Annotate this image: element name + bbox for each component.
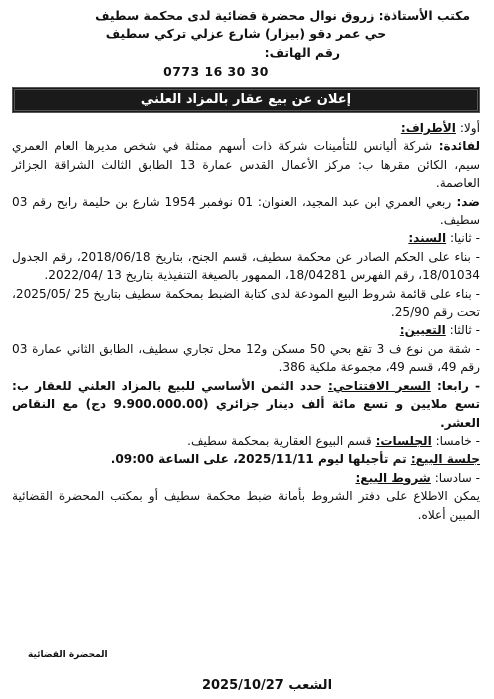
- price-paragraph: [12, 377, 480, 432]
- signature: المحضرة القضائية: [28, 650, 108, 660]
- designation-text: - شقة من نوع ف 3 تقع بحي 50 مسكن و12 محل تجاري سطيف، الطابق الثاني عمارة 03 رقم 49، قسم 49، مجموعة ملكية 386.: [12, 341, 481, 375]
- sale-session: [12, 450, 480, 468]
- party-defendant: [12, 193, 480, 230]
- sale-label: جلسة البيع:: [410, 452, 480, 467]
- section-title: الأطراف:: [400, 121, 456, 135]
- publication-date: الشعب 2025/10/27: [201, 678, 333, 693]
- deed-conditions-list: - بناء على قائمة شروط البيع المودعة لدى كتابة الضبط بمحكمة سطيف بتاريخ 25 /2025/05، تحت رقم 25/90.: [12, 286, 480, 320]
- price-amount: (9.900.000.00 دج) مع النقاص العشر.: [12, 397, 480, 430]
- sale-date: تم تأجيلها ليوم 2025/11/11، على الساعة 09:00.: [110, 452, 411, 467]
- phone-row: [12, 43, 480, 62]
- section-title: التعيين:: [399, 323, 446, 338]
- phone-label: رقم الهاتف:: [264, 45, 340, 60]
- section-title: شروط البيع:: [355, 470, 431, 485]
- section-conditions-heading: [12, 469, 480, 487]
- notice-title: إعلان عن بيع عقار بالمزاد العلني: [12, 87, 480, 113]
- section-number: - ثالثا:: [445, 323, 480, 338]
- section-deed-heading: [12, 229, 480, 247]
- party-plaintiff: [12, 137, 480, 192]
- section-title: السعر الافتتاحي:: [327, 378, 431, 393]
- conditions-text: يمكن الاطلاع على دفتر الشروط بأمانة ضبط محكمة سطيف أو بمكتب المحضرة القضائية المبين أعلاه.: [12, 489, 480, 522]
- defendant-label: ضد:: [451, 194, 480, 209]
- header: [12, 6, 480, 81]
- plaintiff-text: شركة أليانس للتأمينات شركة ذات أسهم ممثلة في شخص مديرها العام العمري سيم، الكائن مقرها ب: مركز الأعمال القدس عمارة 13 الطابق الثالث الشراقة الجزائر العاصمة.: [12, 139, 480, 191]
- price-text: حدد الثمن الأساسي للبيع بالمزاد العلني للعقار ب: تسع ملايين و تسع مائة ألف دينار جزائري: [12, 378, 481, 412]
- phone-number: [12, 62, 480, 81]
- deed-judgment: - بناء على الحكم الصادر عن محكمة سطيف، قسم الجنح، بتاريخ 2018/06/18، رقم الجدول 18/01034، رقم الفهرس 18/04281، الممهور بالصيغة التنفيذية بتاريخ 13 /2022/04.: [12, 249, 480, 283]
- office-name: مكتب الأستاذة: زروق نوال محضرة قضائية لدى محكمة سطيف: [95, 8, 470, 23]
- defendant-text: ربعي العمري ابن عبد المجيد، العنوان: 01 نوفمبر 1954 شارع بن حليمة رابح رقم 03 سطيف.: [12, 194, 480, 228]
- notice-body: [12, 119, 480, 524]
- section-number: - سادسا:: [430, 470, 480, 485]
- section-number: - رابعا:: [430, 378, 481, 393]
- sessions-text: قسم البيوع العقارية بمحكمة سطيف.: [187, 433, 376, 448]
- section-number: - خامسا:: [431, 433, 480, 448]
- section-title: السند:: [408, 231, 447, 246]
- sessions-paragraph: [12, 432, 480, 450]
- section-title: الجلسات:: [375, 433, 432, 448]
- section-designation-heading: [12, 321, 480, 339]
- office-address: حي عمر دقو (بيزار) شارع عزلي تركي سطيف: [105, 26, 387, 41]
- plaintiff-label: لفائدة:: [432, 139, 481, 154]
- phone-value: 0773 16 30 30: [163, 64, 269, 79]
- section-parties-heading: [12, 119, 480, 137]
- section-number: أولا:: [455, 121, 480, 135]
- section-number: - ثانيا:: [446, 231, 480, 246]
